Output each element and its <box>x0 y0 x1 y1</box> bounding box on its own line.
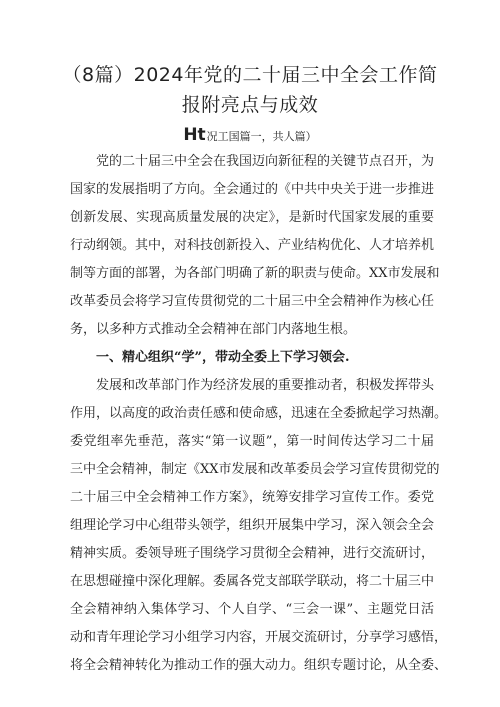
paragraph-line: 全会精神纳入集体学习、个人自学、“三会一课”、主题党日活 <box>70 602 434 617</box>
paragraph-line: 三中全会精神，制定《XX市发展和改革委员会学习宣传贯彻党的 <box>70 462 440 477</box>
document-subtitle <box>0 125 500 145</box>
section-heading: 一、精心组织“学”，带动全委上下学习领会. <box>96 350 350 365</box>
document-title-line-1: （8篇）2024年党的二十届三中全会工作简 <box>62 64 438 86</box>
paragraph-line: 二十届三中全会精神工作方案》，统筹安排学习宣传工作。委党 <box>70 490 434 505</box>
paragraph-line: 委党组率先垂范，落实“第一议题”，第一时间传达学习二十届 <box>70 434 434 449</box>
paragraph-line: 组理论学习中心组带头领学，组织开展集中学习，深入领会全会 <box>70 518 435 533</box>
paragraph-line: 国家的发展指明了方向。全会通过的《中共中央关于进一步推进 <box>70 182 435 197</box>
paragraph-line: 精神实质。委领导班子围绕学习贯彻全会精神，进行交流研讨， <box>70 546 435 561</box>
paragraph-line: 动和青年理论学习小组学习内容，开展交流研讨，分享学习感悟， <box>70 630 448 645</box>
paragraph-line: 发展和改革部门作为经济发展的重要推动者，积极发挥带头 <box>96 378 435 393</box>
paragraph-line: 制等方面的部署，为各部门明确了新的职责与使命。XX市发展和 <box>70 266 440 281</box>
paragraph-line: 创新发展、实现高质量发展的决定》，是新时代国家发展的重要 <box>70 210 434 225</box>
subtitle-prefix: Ht <box>183 125 206 145</box>
paragraph-line: 务，以多种方式推动全会精神在部门内落地生根。 <box>70 322 357 337</box>
subtitle-text: 况工国篇一，共人篇） <box>206 130 317 143</box>
paragraph-line: 改革委员会将学习宣传贯彻党的二十届三中全会精神作为核心任 <box>70 294 435 309</box>
paragraph-line: 党的二十届三中全会在我国迈向新征程的关键节点召开，为 <box>96 154 435 169</box>
document-title-line-2: 报附亮点与成效 <box>181 94 319 116</box>
paragraph-line: 行动纲领。其中，对科技创新投入、产业结构优化、人才培养机 <box>70 238 435 253</box>
paragraph-line: 作用，以高度的政治责任感和使命感，迅速在全委掀起学习热潮。 <box>70 406 448 421</box>
paragraph-line: 在思想碰撞中深化理解。委属各党支部联学联动，将二十届三中 <box>70 574 435 589</box>
paragraph-line: 将全会精神转化为推动工作的强大动力。组织专题讨论，从全委、 <box>70 658 448 673</box>
